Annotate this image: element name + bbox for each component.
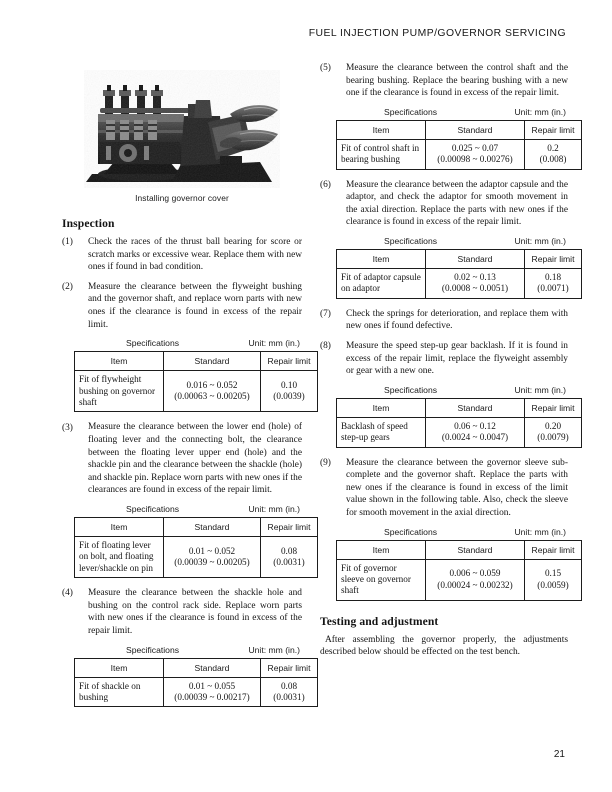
spec-labels [62, 338, 302, 351]
th-standard: Standard [426, 540, 525, 559]
spec-table-control-shaft [320, 106, 575, 170]
inspection-item-2 [62, 281, 302, 331]
table-row [337, 559, 582, 600]
th-standard: Standard [164, 658, 261, 677]
repair-in: (0.0059) [537, 579, 569, 590]
standard-in: (0.00039 ~ 0.00205) [174, 557, 250, 568]
inspection-item-1 [62, 236, 302, 274]
cell-repair-limit [261, 371, 318, 412]
standard-mm: 0.01 ~ 0.052 [188, 545, 236, 556]
item-number: (5) [320, 63, 331, 74]
cell-item: Fit of shackle on bushing [75, 677, 164, 707]
spec-table [336, 398, 582, 448]
th-item: Item [75, 517, 164, 536]
cell-item: Fit of floating lever on bolt, and floating lever/shackle on pin [75, 536, 164, 577]
governor-cover-photo [84, 70, 280, 188]
th-item: Item [337, 540, 426, 559]
table-row [337, 139, 582, 169]
unit-label: Unit: mm (in.) [514, 384, 566, 395]
inspection-heading: Inspection [62, 217, 115, 230]
unit-label: Unit: mm (in.) [248, 644, 300, 655]
page-number: 21 [553, 749, 565, 760]
th-repair-limit: Repair limit [525, 120, 582, 139]
table-row [75, 536, 318, 577]
spec-table [336, 249, 582, 299]
table-header-row [337, 398, 582, 417]
table-row [337, 268, 582, 298]
cell-standard [164, 677, 261, 707]
specifications-label: Specifications [126, 644, 180, 655]
table-row [337, 417, 582, 447]
spec-labels [320, 236, 568, 249]
item-text: Measure the clearance between the shackle hole and bushing on the control rack side. Replace worn parts with new ones if the clearance is found in excess of the repair limit. [88, 588, 302, 636]
unit-label: Unit: mm (in.) [248, 338, 300, 349]
spec-table-adaptor-capsule [320, 235, 575, 299]
repair-mm: 0.20 [544, 420, 562, 431]
unit-label: Unit: mm (in.) [514, 526, 566, 537]
left-column [62, 62, 311, 716]
spec-table-backlash-step-up-gears [320, 384, 575, 448]
standard-in: (0.00098 ~ 0.00276) [437, 154, 513, 165]
specifications-label: Specifications [384, 526, 438, 537]
standard-in: (0.00039 ~ 0.00217) [174, 691, 250, 702]
inspection-item-6 [320, 179, 568, 229]
spec-labels [320, 385, 568, 398]
specifications-label: Specifications [384, 235, 438, 246]
th-repair-limit: Repair limit [525, 398, 582, 417]
spec-table-flyweight-bushing [62, 338, 311, 412]
repair-mm: 0.2 [547, 142, 559, 153]
specifications-label: Specifications [384, 106, 438, 117]
item-number: (9) [320, 457, 331, 468]
spec-table-shackle-bushing [62, 644, 311, 708]
item-text: Measure the clearance between the flyweight bushing and the governor shaft, and replace worn parts with new ones if the clearance is found in excess of the repair limit. [88, 281, 302, 330]
item-text: Measure the clearance between the governor sleeve sub-complete and the governor shaft. Replace the parts with new ones if the clearance is found in excess of the limit value shown in the following table. Also, check the sleeve for smooth movement in the axial direction. [346, 457, 568, 518]
inspection-item-8 [320, 340, 568, 378]
cell-repair-limit [261, 677, 318, 707]
spec-table [74, 351, 318, 412]
spec-table [74, 658, 318, 708]
cell-item: Fit of flywheight bushing on governor shaft [75, 371, 164, 412]
table-header-row [75, 352, 318, 371]
spec-table-governor-sleeve [320, 526, 575, 601]
cell-standard [426, 417, 525, 447]
table-header-row [75, 517, 318, 536]
th-repair-limit: Repair limit [525, 540, 582, 559]
th-item: Item [337, 120, 426, 139]
item-number: (6) [320, 179, 331, 190]
cell-repair-limit [525, 268, 582, 298]
spec-table [336, 120, 582, 170]
specifications-label: Specifications [126, 503, 180, 514]
cell-standard [164, 371, 261, 412]
item-number: (3) [62, 422, 73, 433]
figure-installing-governor-cover [62, 70, 302, 203]
spec-table [336, 540, 582, 601]
th-repair-limit: Repair limit [525, 249, 582, 268]
repair-in: (0.008) [539, 154, 567, 165]
table-header-row [337, 540, 582, 559]
th-standard: Standard [426, 249, 525, 268]
unit-label: Unit: mm (in.) [248, 503, 300, 514]
testing-and-adjustment-heading: Testing and adjustment [320, 614, 439, 628]
figure-caption: Installing governor cover [135, 193, 229, 203]
standard-mm: 0.02 ~ 0.13 [454, 271, 496, 282]
cell-item: Fit of adaptor capsule on adaptor [337, 268, 426, 298]
cell-standard [426, 139, 525, 169]
item-number: (1) [62, 237, 73, 248]
repair-in: (0.0039) [273, 391, 305, 402]
standard-mm: 0.06 ~ 0.12 [454, 420, 496, 431]
spec-table [74, 517, 318, 578]
spec-labels [62, 645, 302, 658]
item-text: Check the springs for deterioration, and replace them with new ones if found defective. [346, 308, 568, 332]
item-text: Measure the clearance between the adaptor capsule and the adaptor, and check the adaptor for smooth movement in the axial direction. Replace the parts with new ones if the clearance is found in excess of the repair limit. [346, 179, 568, 228]
item-text: Measure the speed step-up gear backlash. If it is found in excess of the repair limit, replace the flyweight assembly or gear with a new one. [346, 340, 568, 377]
repair-mm: 0.15 [544, 568, 562, 579]
item-number: (7) [320, 308, 331, 319]
cell-item: Fit of governor sleeve on governor shaft [337, 559, 426, 600]
cell-repair-limit [525, 417, 582, 447]
th-standard: Standard [426, 120, 525, 139]
repair-mm: 0.10 [280, 379, 298, 390]
item-text: Measure the clearance between the lower end (hole) of floating lever and the connecting bolt, the clearance between the floating lever upper end (hole) and the shackle pin and the clearance between the shackle (hole) and shackle pin. Replace worn parts with new ones if the clearances are found in excess of the repair limit. [88, 422, 302, 496]
th-repair-limit: Repair limit [261, 658, 318, 677]
cell-item: Backlash of speed step-up gears [337, 417, 426, 447]
cell-standard [426, 559, 525, 600]
repair-in: (0.0071) [537, 283, 569, 294]
table-header-row [337, 249, 582, 268]
cell-repair-limit [525, 559, 582, 600]
standard-in: (0.00024 ~ 0.00232) [437, 579, 513, 590]
standard-in: (0.0024 ~ 0.0047) [441, 432, 509, 443]
item-number: (8) [320, 341, 331, 352]
th-repair-limit: Repair limit [261, 517, 318, 536]
repair-mm: 0.08 [280, 545, 298, 556]
repair-mm: 0.08 [280, 680, 298, 691]
th-repair-limit: Repair limit [261, 352, 318, 371]
th-item: Item [75, 352, 164, 371]
spec-labels [320, 107, 568, 120]
inspection-item-9 [320, 457, 568, 520]
spec-table-floating-lever [62, 503, 311, 578]
spec-labels [62, 504, 302, 517]
th-standard: Standard [164, 517, 261, 536]
table-header-row [337, 120, 582, 139]
table-header-row [75, 658, 318, 677]
table-row [75, 371, 318, 412]
right-column [320, 62, 575, 659]
unit-label: Unit: mm (in.) [514, 235, 566, 246]
unit-label: Unit: mm (in.) [514, 106, 566, 117]
standard-in: (0.00063 ~ 0.00205) [174, 391, 250, 402]
item-number: (2) [62, 281, 73, 292]
th-item: Item [337, 398, 426, 417]
spec-labels [320, 527, 568, 540]
cell-standard [426, 268, 525, 298]
standard-mm: 0.025 ~ 0.07 [451, 142, 499, 153]
inspection-item-5 [320, 62, 568, 100]
repair-in: (0.0079) [537, 432, 569, 443]
specifications-label: Specifications [126, 338, 180, 349]
running-header: FUEL INJECTION PUMP/GOVERNOR SERVICING [308, 28, 566, 39]
inspection-item-4 [62, 587, 302, 637]
th-item: Item [337, 249, 426, 268]
standard-in: (0.0008 ~ 0.0051) [441, 283, 509, 294]
inspection-item-7 [320, 308, 568, 333]
cell-standard [164, 536, 261, 577]
inspection-item-3 [62, 421, 302, 497]
th-item: Item [75, 658, 164, 677]
repair-in: (0.0031) [273, 691, 305, 702]
repair-in: (0.0031) [273, 557, 305, 568]
cell-repair-limit [261, 536, 318, 577]
cell-item: Fit of control shaft in bearing bushing [337, 139, 426, 169]
standard-mm: 0.016 ~ 0.052 [186, 379, 238, 390]
standard-mm: 0.01 ~ 0.055 [188, 680, 236, 691]
th-standard: Standard [164, 352, 261, 371]
repair-mm: 0.18 [544, 271, 562, 282]
item-text: Measure the clearance between the control shaft and the bearing bushing. Replace the bearing bushing with a new one if the clearance is found in excess of the repair limit. [346, 63, 568, 99]
item-text: Check the races of the thrust ball bearing for score or scratch marks or excessive wear. Replace them with new ones if found in bad condition. [88, 237, 302, 273]
item-number: (4) [62, 588, 73, 599]
standard-mm: 0.006 ~ 0.059 [449, 568, 501, 579]
testing-and-adjustment-text: After assembling the governor properly, the adjustments described below should be effected on the test bench. [320, 634, 568, 658]
specifications-label: Specifications [384, 384, 438, 395]
th-standard: Standard [426, 398, 525, 417]
cell-repair-limit [525, 139, 582, 169]
table-row [75, 677, 318, 707]
